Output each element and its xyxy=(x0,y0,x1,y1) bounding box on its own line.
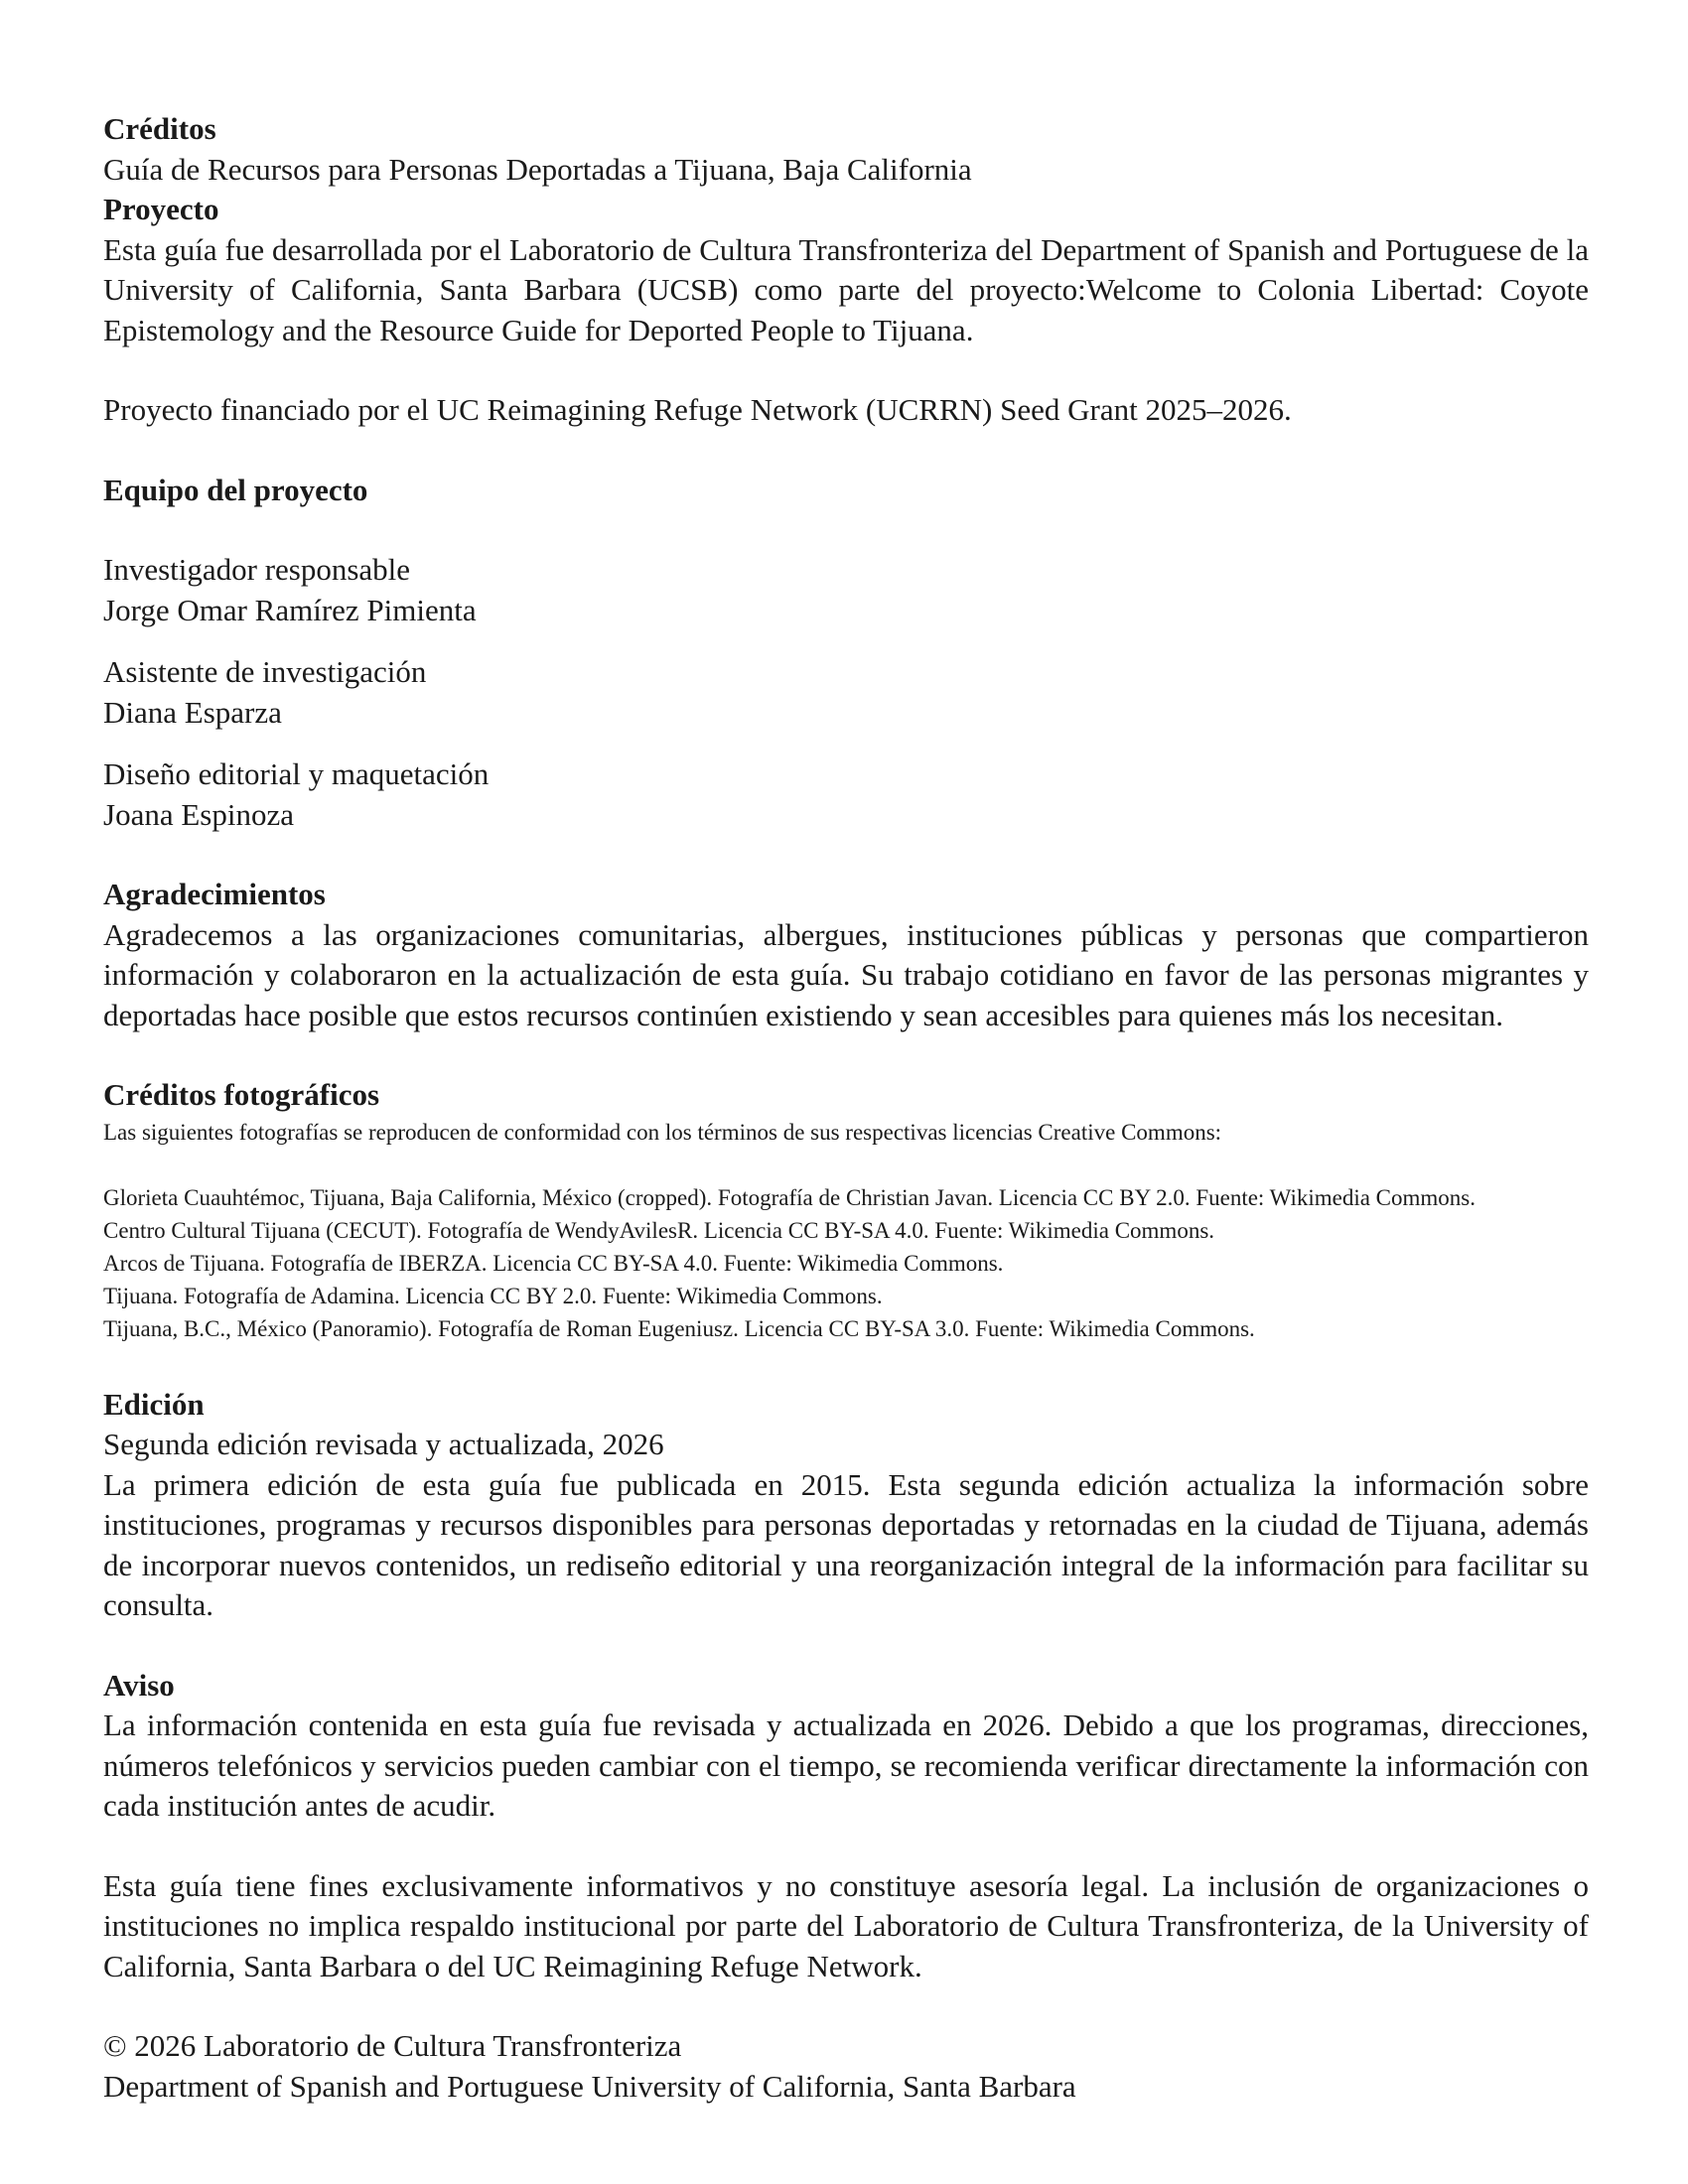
photo-credits-intro: Las siguientes fotografías se reproducen de conformidad con los términos de sus respectivas licencias Creative Commons: xyxy=(103,1119,1222,1145)
section-equipo xyxy=(103,471,1589,836)
guide-title: Guía de Recursos para Personas Deportadas a Tijuana, Baja California xyxy=(103,151,972,187)
team-member xyxy=(103,550,1589,630)
edicion-body: La primera edición de esta guía fue publicada en 2015. Esta segunda edición actualiza la información sobre instituciones, programas y recursos disponibles para personas deportadas y retornadas en la ciudad de Tijuana, además de incorporar nuevos contenidos, un rediseño editorial y una reorganización integral de la información para facilitar su consulta. xyxy=(103,1466,1589,1622)
footer xyxy=(103,2026,1589,2107)
creditos-heading: Créditos xyxy=(103,111,216,146)
team-member xyxy=(103,754,1589,835)
proyecto-funding: Proyecto financiado por el UC Reimagining Refuge Network (UCRRN) Seed Grant 2025–2026. xyxy=(103,392,1292,427)
credits-page xyxy=(103,109,1589,2107)
team-member-name: Diana Esparza xyxy=(103,694,282,730)
agradecimientos-heading: Agradecimientos xyxy=(103,877,326,911)
section-agradecimientos xyxy=(103,875,1589,1035)
photo-credit-item: Arcos de Tijuana. Fotografía de IBERZA. Licencia CC BY-SA 4.0. Fuente: Wikimedia Commons. xyxy=(103,1250,1004,1276)
team-member-name: Joana Espinoza xyxy=(103,796,294,832)
edicion-heading: Edición xyxy=(103,1386,205,1422)
proyecto-heading: Proyecto xyxy=(103,192,219,226)
edicion-subtitle: Segunda edición revisada y actualizada, 2026 xyxy=(103,1427,664,1461)
proyecto-body: Esta guía fue desarrollada por el Laboratorio de Cultura Transfronteriza del Department of Spanish and Portuguese de la University of California, Santa Barbara (UCSB) como parte del proyecto:Welcome to Colonia Libertad: Coyote Epistemology and the Resource Guide for Deported People to Tijuana. xyxy=(103,231,1589,347)
photo-credits-heading: Créditos fotográficos xyxy=(103,1077,380,1112)
section-creditos xyxy=(103,109,1589,190)
section-edicion xyxy=(103,1385,1589,1626)
team-member-name: Jorge Omar Ramírez Pimienta xyxy=(103,592,477,627)
equipo-heading: Equipo del proyecto xyxy=(103,472,368,507)
photo-credit-item: Tijuana, B.C., México (Panoramio). Fotografía de Roman Eugeniusz. Licencia CC BY-SA 3.0. Fuente: Wikimedia Commons. xyxy=(103,1315,1255,1341)
team-member-role: Investigador responsable xyxy=(103,552,411,587)
team-member-role: Diseño editorial y maquetación xyxy=(103,756,490,791)
department-line: Department of Spanish and Portuguese University of California, Santa Barbara xyxy=(103,2068,1076,2104)
section-aviso xyxy=(103,1666,1589,1987)
photo-credit-item: Glorieta Cuauhtémoc, Tijuana, Baja California, México (cropped). Fotografía de Christian Javan. Licencia CC BY 2.0. Fuente: Wikimedia Commons. xyxy=(103,1184,1476,1210)
aviso-body-1: La información contenida en esta guía fue revisada y actualizada en 2026. Debido a que los programas, direcciones, números telefónicos y servicios pueden cambiar con el tiempo, se recomienda verificar directamente la información con cada institución antes de acudir. xyxy=(103,1707,1589,1823)
aviso-body-2: Esta guía tiene fines exclusivamente informativos y no constituye asesoría legal. La inclusión de organizaciones o instituciones no implica respaldo institucional por parte del Laboratorio de Cultura Transfronteriza, de la University of California, Santa Barbara o del UC Reimagining Refuge Network. xyxy=(103,1867,1589,1983)
section-creditos-fotograficos xyxy=(103,1075,1589,1345)
team-member-role: Asistente de investigación xyxy=(103,654,427,689)
copyright-line: © 2026 Laboratorio de Cultura Transfronteriza xyxy=(103,2028,682,2063)
aviso-heading: Aviso xyxy=(103,1667,175,1703)
photo-credit-item: Tijuana. Fotografía de Adamina. Licencia CC BY 2.0. Fuente: Wikimedia Commons. xyxy=(103,1283,883,1308)
photo-credit-item: Centro Cultural Tijuana (CECUT). Fotografía de WendyAvilesR. Licencia CC BY-SA 4.0. Fuente: Wikimedia Commons. xyxy=(103,1217,1215,1243)
section-proyecto xyxy=(103,190,1589,431)
team-member xyxy=(103,652,1589,733)
agradecimientos-body: Agradecemos a las organizaciones comunitarias, albergues, instituciones públicas y personas que compartieron información y colaboraron en la actualización de esta guía. Su trabajo cotidiano en favor de las personas migrantes y deportadas hace posible que estos recursos continúen existiendo y sean accesibles para quienes más los necesitan. xyxy=(103,916,1589,1032)
